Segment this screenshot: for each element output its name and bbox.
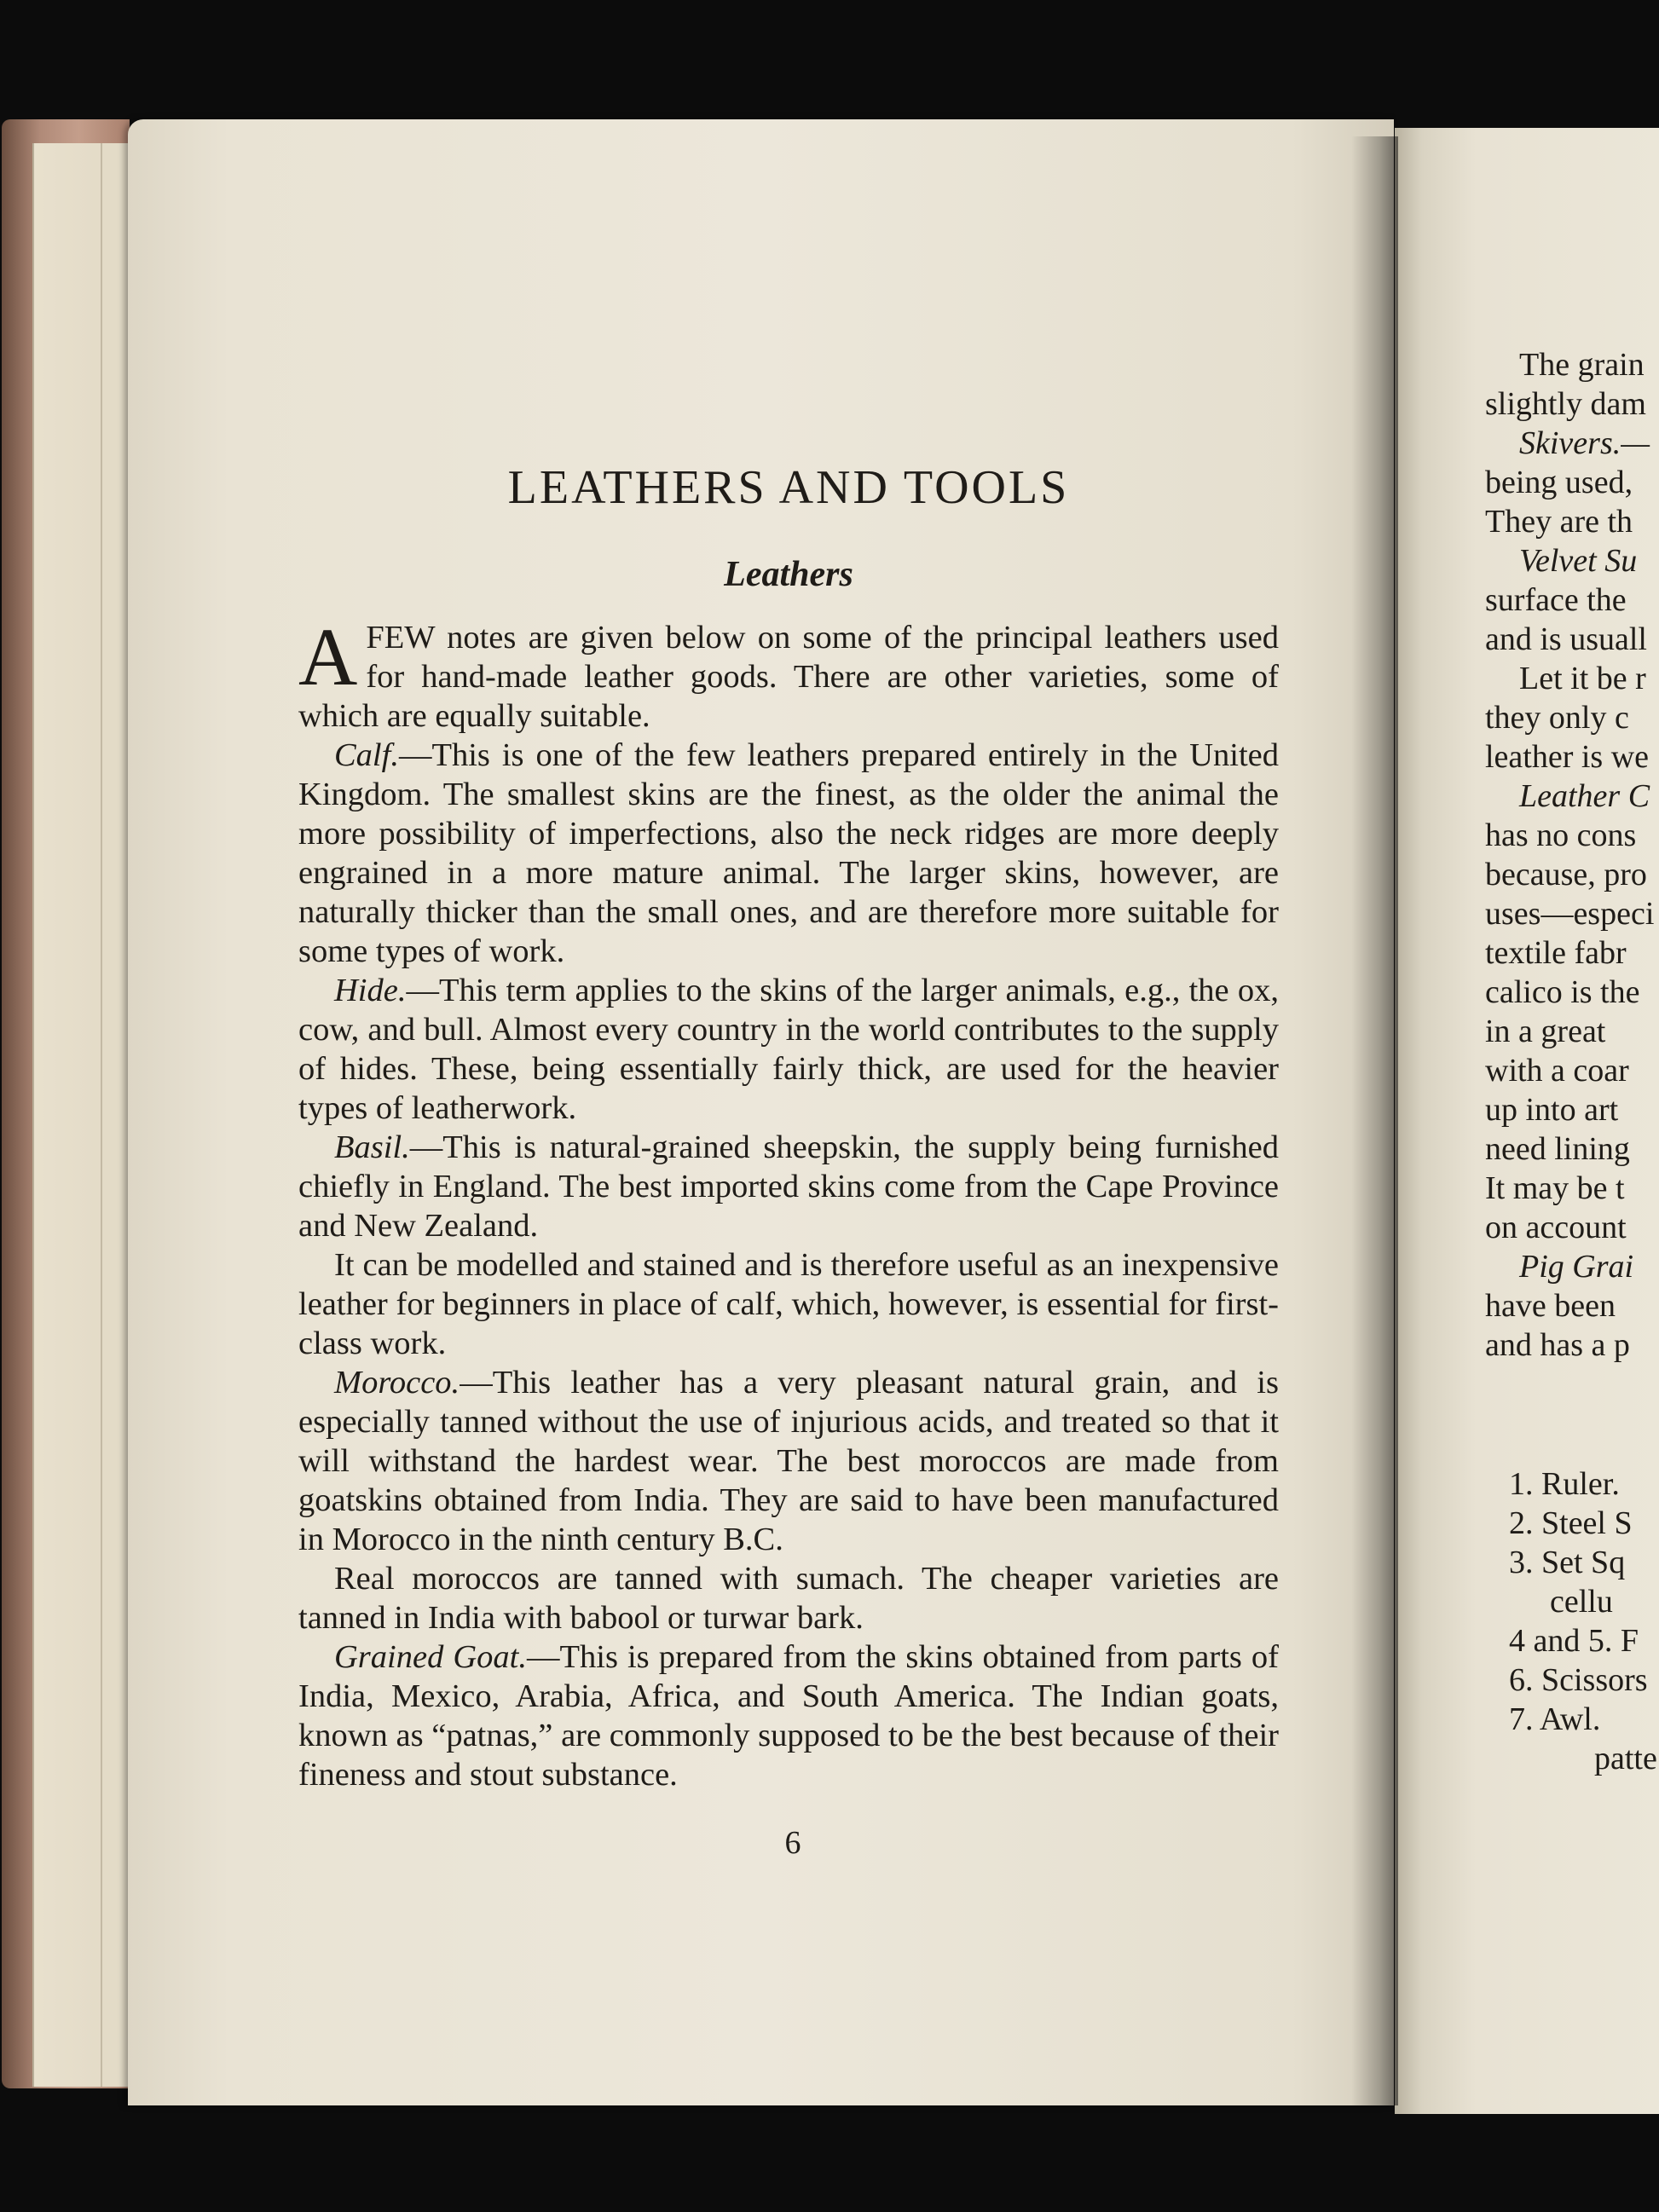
right-line: slightly dam (1485, 386, 1646, 422)
calf-text: —This is one of the few leathers prepared entirely in the United Kingdom. The smallest skins are the finest, as the older the animal the more possibility of imperfections, also the neck ridges are more deeply engrained in a more mature animal. The larger skins, however, are naturally thicker than the small ones, and are therefore more suitable for some types of work. (298, 737, 1279, 969)
right-line: and has a p (1485, 1327, 1630, 1363)
right-line: they only c (1485, 700, 1629, 736)
basil-text: —This is natural-grained sheepskin, the supply being furnished chiefly in England. The best imported skins come from the Cape Province and New Zealand. (298, 1129, 1279, 1244)
drop-cap: A (298, 611, 358, 702)
tools-list-item: cellu (1550, 1584, 1613, 1620)
tools-list-item: 7. Awl. (1509, 1701, 1601, 1737)
right-line: leather is we (1485, 739, 1650, 775)
section-title: Leathers (724, 555, 853, 594)
page-number: 6 (784, 1825, 801, 1861)
hide-paragraph (298, 971, 1279, 1128)
chapter-title: LEATHERS AND TOOLS (507, 461, 1070, 514)
right-page-text (1485, 345, 1659, 1365)
tools-list-item: 6. Scissors (1509, 1662, 1648, 1698)
tools-list-item: 2. Steel S (1509, 1505, 1633, 1541)
right-line: surface the (1485, 582, 1627, 618)
morocco-term: Morocco. (334, 1365, 460, 1401)
right-line: have been (1485, 1288, 1616, 1324)
hide-term: Hide. (334, 973, 407, 1008)
right-line: Skivers.— (1519, 425, 1650, 461)
tools-list (1509, 1464, 1659, 1778)
intro-paragraph (298, 611, 1279, 736)
right-line: It may be t (1485, 1170, 1625, 1206)
right-line: Let it be r (1519, 661, 1646, 696)
morocco-era: B.C. (723, 1522, 783, 1557)
right-line: calico is the (1485, 974, 1640, 1010)
grained-goat-text: —This is prepared from the skins obtained from parts of India, Mexico, Arabia, Africa, and South America. The Indian goats, known as “patnas,” are commonly supposed to be the best because of their fineness and stout substance. (298, 1639, 1279, 1793)
right-line: on account (1485, 1210, 1627, 1245)
tools-list-item: 1. Ruler. (1509, 1466, 1620, 1502)
calf-paragraph (298, 736, 1279, 971)
right-line: with a coar (1485, 1053, 1629, 1089)
tools-list-item: 4 and 5. F (1509, 1623, 1639, 1659)
right-line: has no cons (1485, 817, 1637, 853)
right-line: in a great (1485, 1014, 1606, 1049)
intro-text: notes are given below on some of the principal leathers used for hand-made leather goods. There are other varieties, some of which are equally suitable. (298, 620, 1279, 734)
right-line: need lining (1485, 1131, 1630, 1167)
intro-first-word: FEW (366, 620, 435, 656)
grained-goat-paragraph (298, 1637, 1279, 1794)
book-gutter (1351, 136, 1398, 2105)
hide-text: —This term applies to the skins of the larger animals, e.g., the ox, cow, and bull. Almost every country in the world contributes to the supply of hides. These, being essentially fairly thick, are used for the heavier types of leatherwork. (298, 973, 1279, 1126)
right-line: being used, (1485, 465, 1633, 500)
morocco-text: —This leather has a very pleasant natural grain, and is especially tanned without the use of injurious acids, and treated so that it will withstand the hardest wear. The best moroccos are made from goatskins obtained from India. They are said to have been manufactured in Morocco in the ninth century (298, 1365, 1279, 1557)
morocco-paragraph (298, 1363, 1279, 1559)
right-line: and is usuall (1485, 621, 1647, 657)
right-line: uses—especi (1485, 896, 1655, 932)
right-line: Velvet Su (1519, 543, 1638, 579)
left-page-body (298, 611, 1279, 1794)
basil-term: Basil. (334, 1129, 410, 1165)
right-line: Pig Grai (1519, 1249, 1634, 1285)
basil-paragraph-2: It can be modelled and stained and is therefore useful as an inexpensive leather for beginners in place of calf, which, however, is essential for first-class work. (298, 1247, 1279, 1361)
right-line: The grain (1519, 347, 1645, 383)
right-line: textile fabr (1485, 935, 1627, 971)
calf-term: Calf. (334, 737, 399, 773)
right-line: because, pro (1485, 857, 1647, 892)
morocco-paragraph-2: Real moroccos are tanned with sumach. The cheaper varieties are tanned in India with babool or turwar bark. (298, 1561, 1279, 1636)
tools-list-item: patte (1594, 1741, 1657, 1776)
grained-goat-term: Grained Goat. (334, 1639, 527, 1675)
tools-list-item: 3. Set Sq (1509, 1545, 1626, 1580)
right-line: up into art (1485, 1092, 1619, 1128)
basil-paragraph (298, 1128, 1279, 1245)
right-line: Leather C (1519, 778, 1650, 814)
right-line: They are th (1485, 504, 1633, 540)
